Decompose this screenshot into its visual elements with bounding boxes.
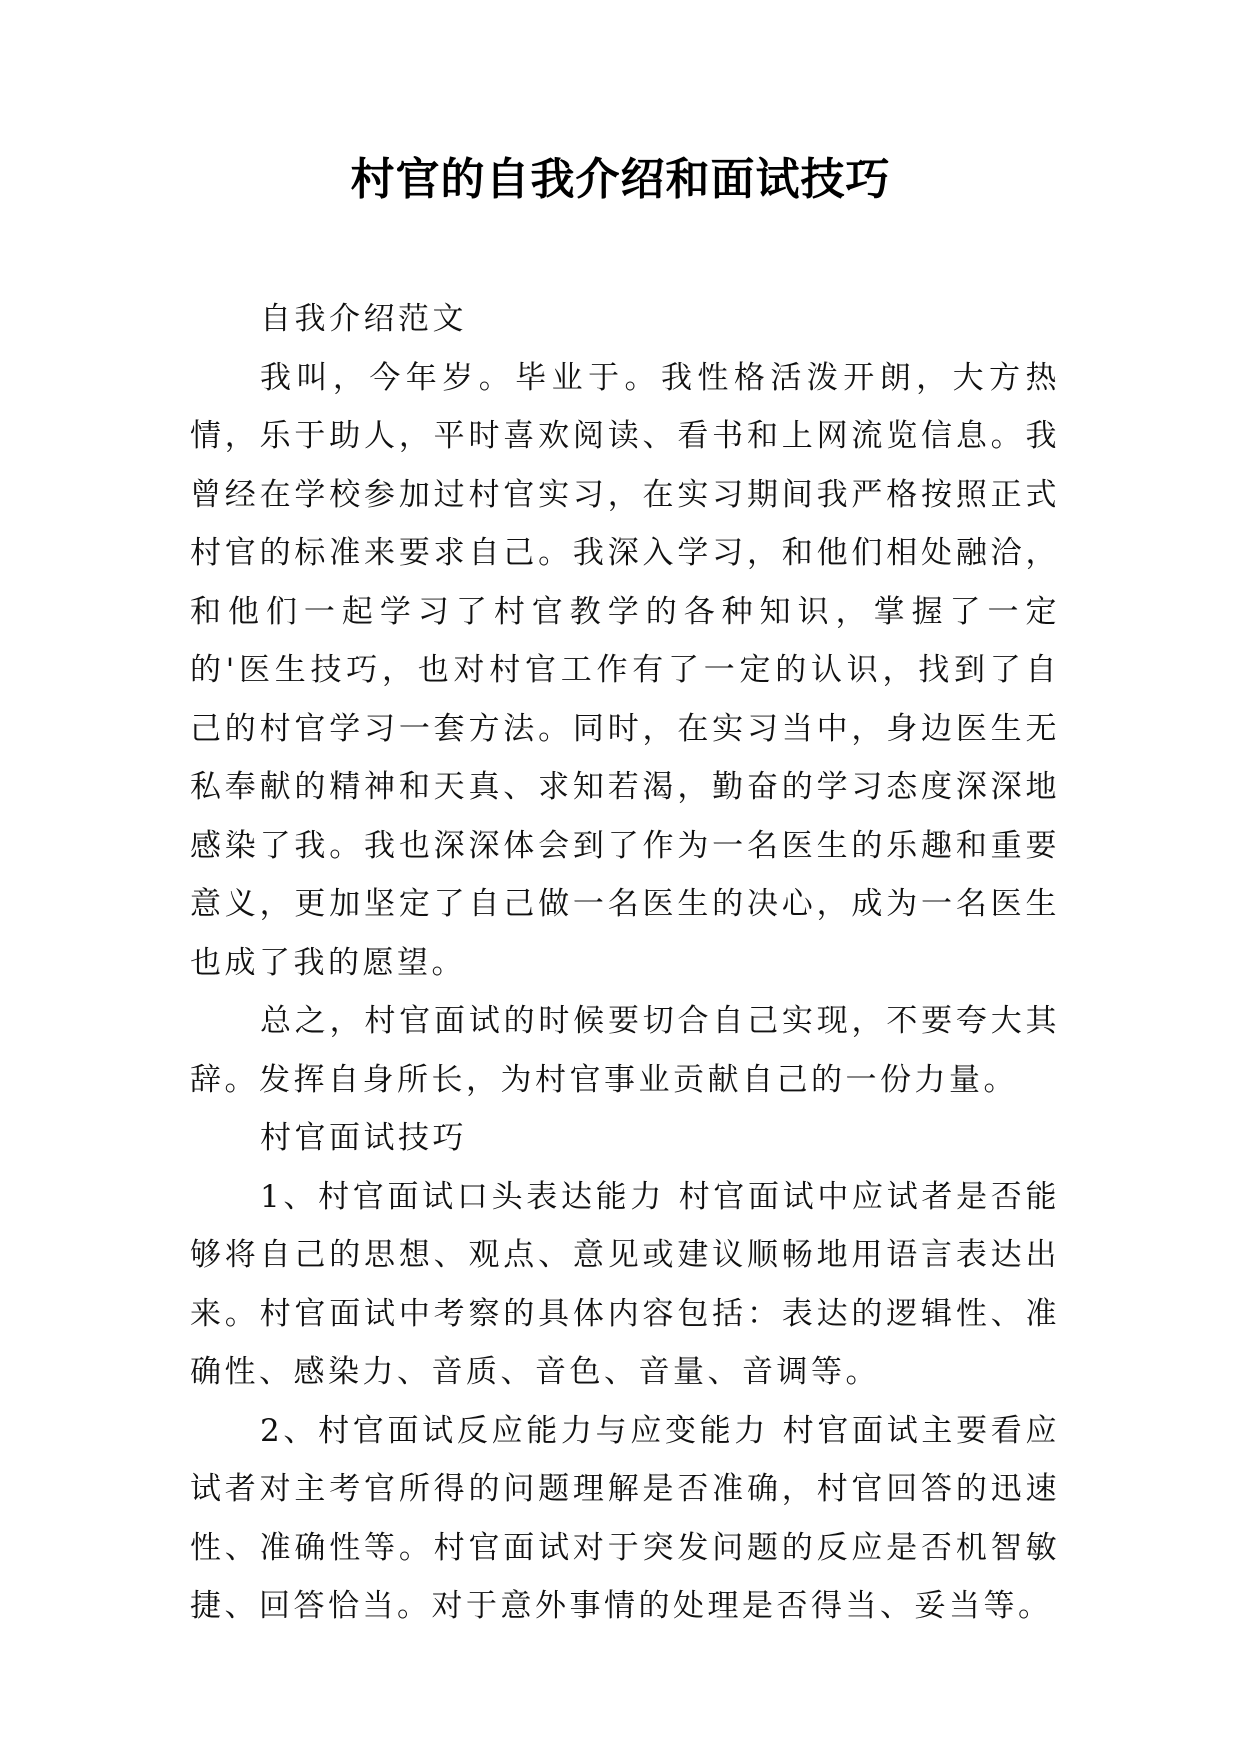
paragraph-heading-self-intro: 自我介绍范文	[260, 301, 467, 337]
paragraph-self-intro: 我叫，今年岁。毕业于。我性格活泼开朗，大方热情，乐于助人，平时喜欢阅读、看书和上网流览信息。我曾经在学校参加过村官实习，在实习期间我严格按照正式村官的标准来要求自己。我深入学习，和他们相处融洽，和他们一起学习了村官教学的各种知识，掌握了一定的'医生技巧，也对村官工作有了一定的认识，找到了自己的村官学习一套方法。同时，在实习当中，身边医生无私奉献的精神和天真、求知若渴，勤奋的学习态度深深地感染了我。我也深深体会到了作为一名医生的乐趣和重要意义，更加坚定了自己做一名医生的决心，成为一名医生也成了我的愿望。	[190, 359, 1060, 981]
document-body	[190, 290, 1060, 1636]
paragraph-summary: 总之，村官面试的时候要切合自己实现，不要夸大其辞。发挥自身所长，为村官事业贡献自己的一份力量。	[190, 1003, 1060, 1098]
paragraph-tip-1: 1、村官面试口头表达能力 村官面试中应试者是否能够将自己的思想、观点、意见或建议顺畅地用语言表达出来。村官面试中考察的具体内容包括：表达的逻辑性、准确性、感染力、音质、音色、音量、音调等。	[190, 1178, 1060, 1390]
paragraph-heading-tips: 村官面试技巧	[260, 1120, 467, 1156]
document-title: 村官的自我介绍和面试技巧	[350, 154, 891, 205]
paragraph-tip-2: 2、村官面试反应能力与应变能力 村官面试主要看应试者对主考官所得的问题理解是否准确，村官回答的迅速性、准确性等。村官面试对于突发问题的反应是否机智敏捷、回答恰当。对于意外事情的处理是否得当、妥当等。	[190, 1412, 1060, 1624]
